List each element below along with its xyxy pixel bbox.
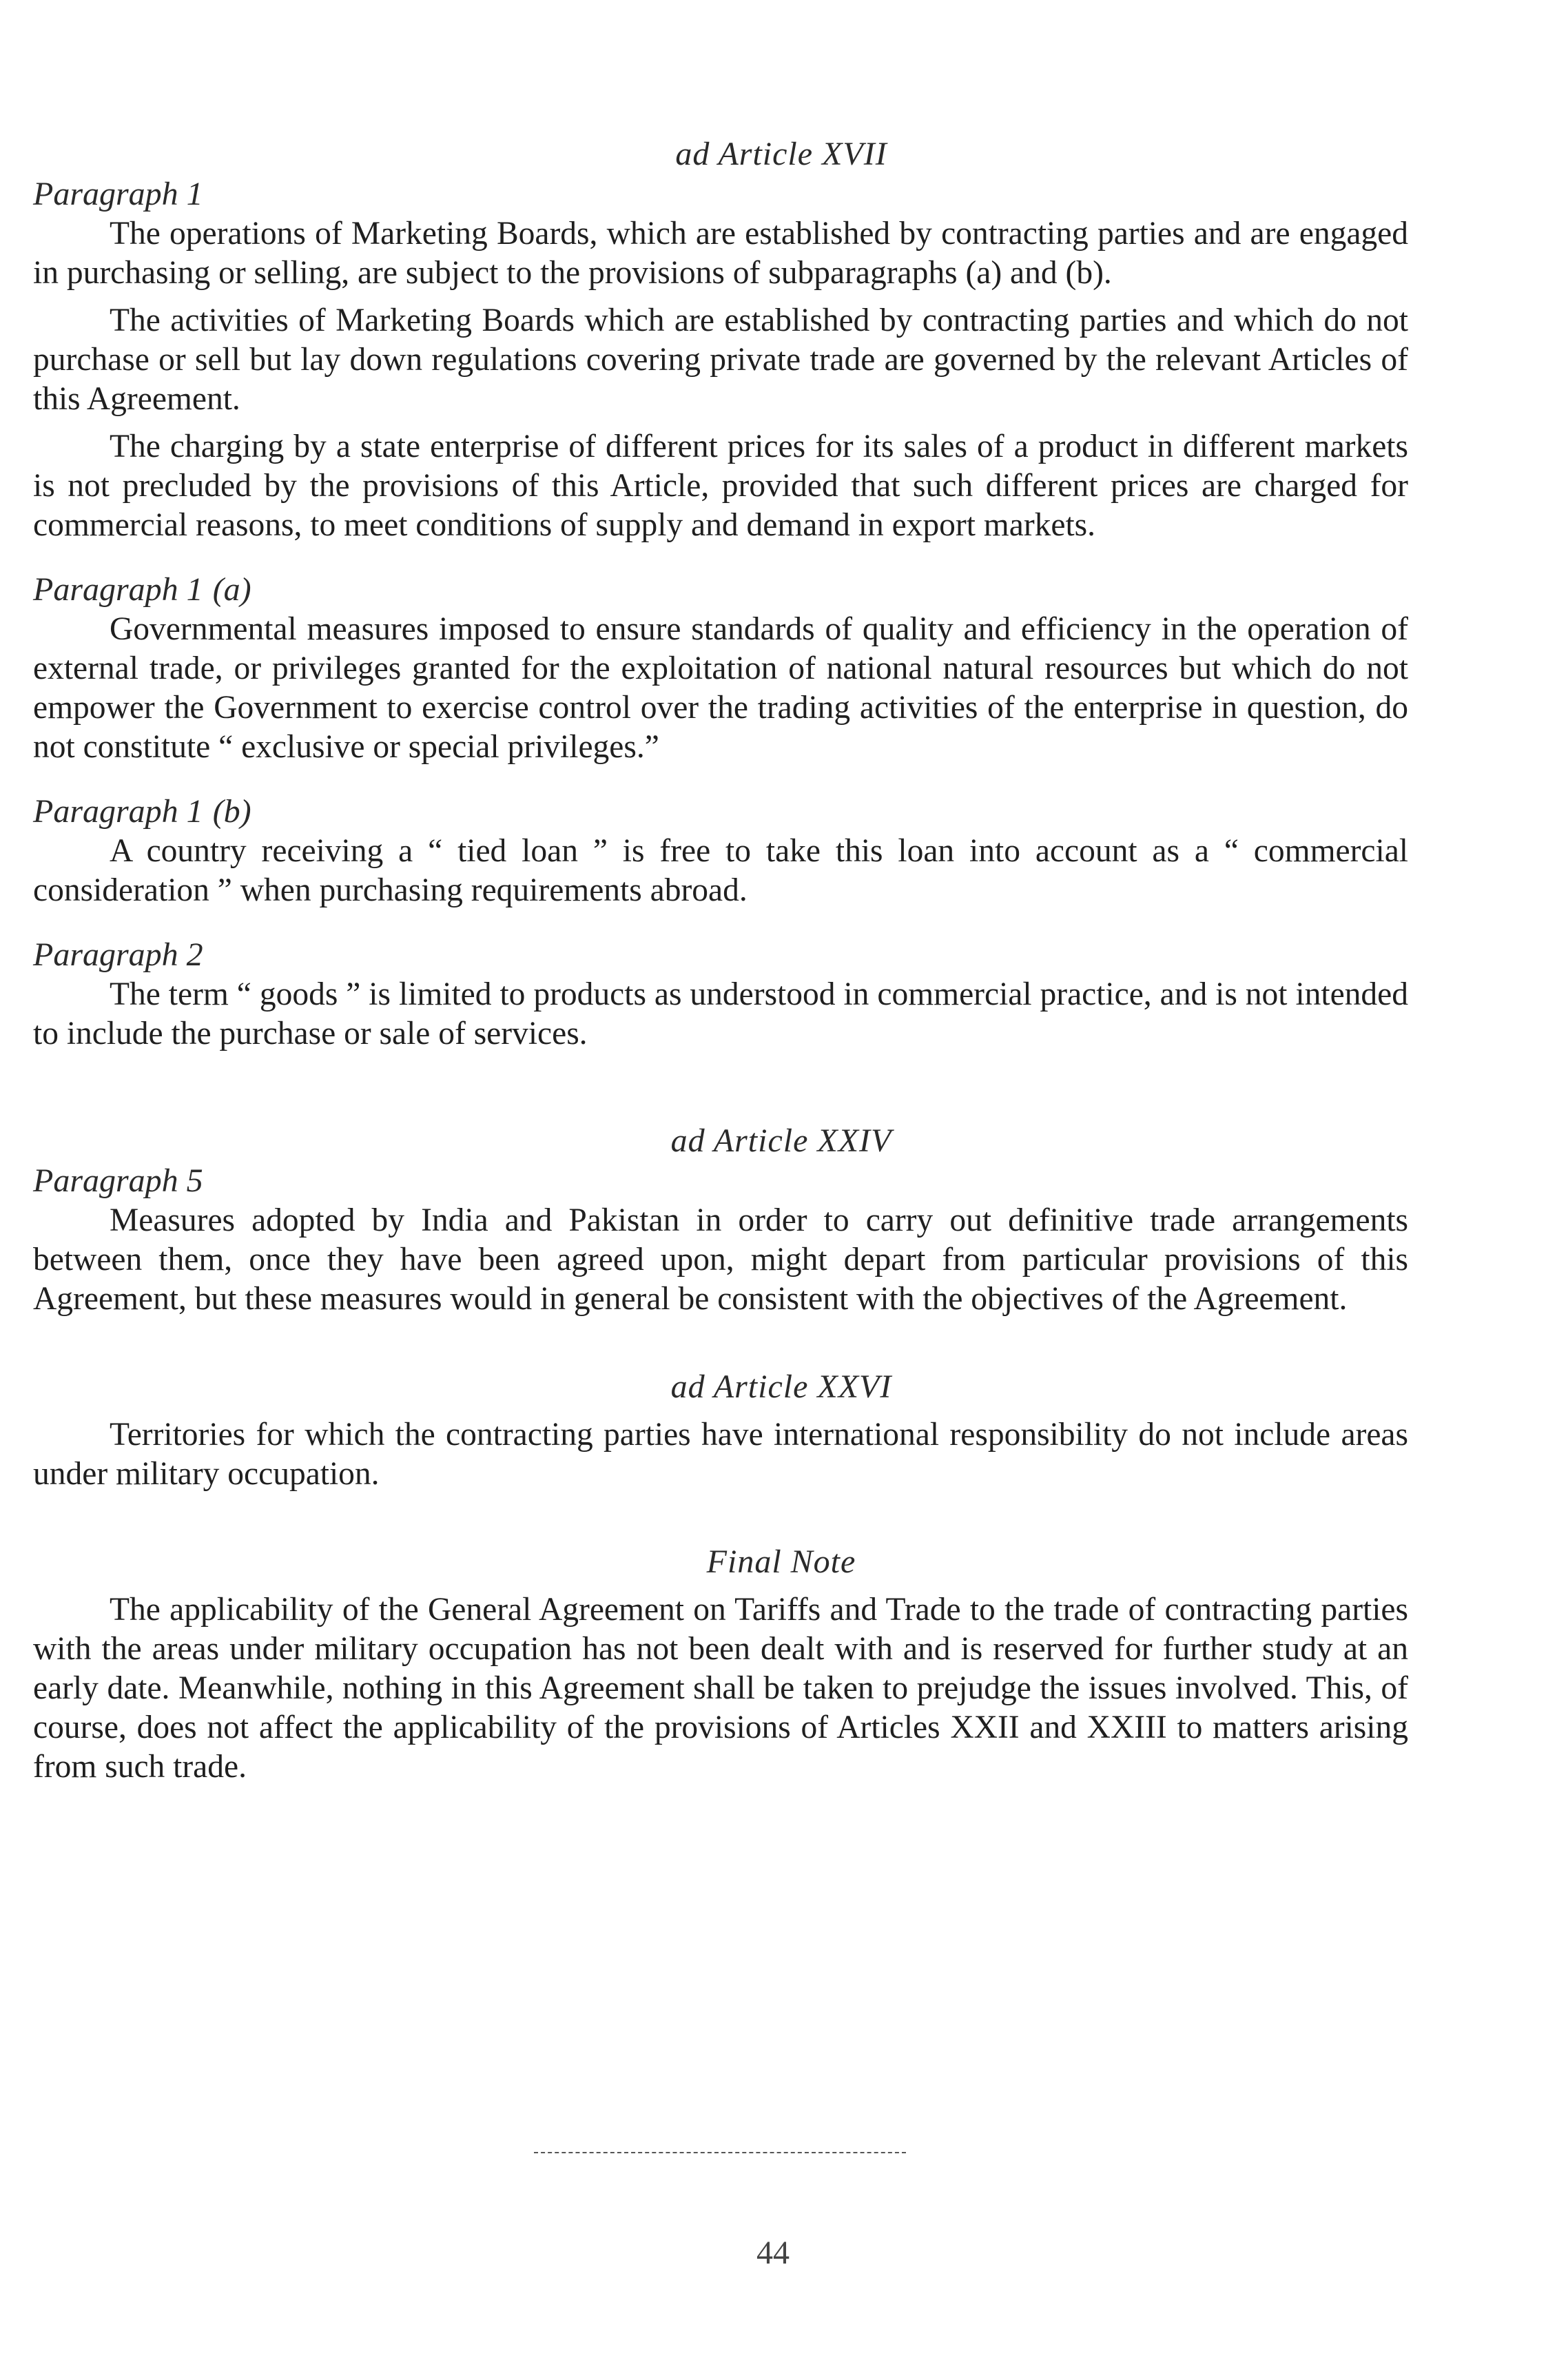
article-xxiv-p5-text: Measures adopted by India and Pakistan in order to carry out definitive trade arrangements between them, once they have been agreed upon, might depart from particular provisions of this Agreement, but these measures would in general be consistent with the objectives of the Agreement. [33,1202,1408,1317]
article-xvii-p2-text: The term “ goods ” is limited to products as understood in commercial practice, and is not intended to include the purchase or sale of services. [33,976,1408,1051]
article-xvii-p1a-text: Governmental measures imposed to ensure standards of quality and efficiency in the operation of external trade, or privileges granted for the exploitation of national natural resources but which do not empower the Government to exercise control over the trading activities of the enterprise in question, do not constitute “ exclusive or special privileges.” [33,611,1408,765]
document-page [33,134,1408,1787]
separator-rule [534,2152,906,2153]
article-xvii-p1-text-2: The activities of Marketing Boards which are established by contracting parties and which do not purchase or sell but lay down regulations covering private trade are governed by the relevant Articles of this Agreement. [33,302,1408,417]
paragraph-1a-label: Paragraph 1 [33,571,203,608]
article-xxvi-heading: ad Article XXVI [670,1368,892,1405]
article-xvii-p1b-text: A country receiving a “ tied loan ” is free to take this loan into account as a “ commercial consideration ” when purchasing requirements abroad. [33,833,1408,908]
article-xxvi-text: Territories for which the contracting parties have international responsibility do not include areas under military occupation. [33,1417,1408,1492]
article-xxiv-heading: ad Article XXIV [670,1122,892,1159]
article-xvii-p1-text-3: The charging by a state enterprise of different prices for its sales of a product in different markets is not precluded by the provisions of this Article, provided that such different prices are charged for commercial reasons, to meet conditions of supply and demand in export markets. [33,429,1408,543]
final-note-text: The applicability of the General Agreement on Tariffs and Trade to the trade of contracting parties with the areas under military occupation has not been dealt with and is reserved for further study at an early date. Meanwhile, nothing in this Agreement shall be taken to prejudge the issues involved. This, of course, does not affect the applicability of the provisions of Articles XXII and XXIII to matters arising from such trade. [33,1592,1408,1785]
paragraph-5-heading: Paragraph 5 [33,1162,203,1199]
article-xvii-p1-text-1: The operations of Marketing Boards, which are established by contracting parties and are engaged in purchasing or selling, are subject to the provisions of subparagraphs (a) and (b). [33,216,1408,291]
paragraph-1-heading: Paragraph 1 [33,176,203,212]
final-note-heading: Final Note [706,1543,856,1580]
article-xvii-heading: ad Article XVII [675,136,887,172]
paragraph-2-heading: Paragraph 2 [33,936,203,973]
paragraph-1b-sub: (b) [212,793,251,830]
paragraph-1a-heading [33,570,1408,610]
paragraph-1b-heading [33,792,1408,832]
paragraph-1b-label: Paragraph 1 [33,793,203,830]
page-number: 44 [756,2235,790,2271]
paragraph-1a-sub: (a) [212,571,251,608]
